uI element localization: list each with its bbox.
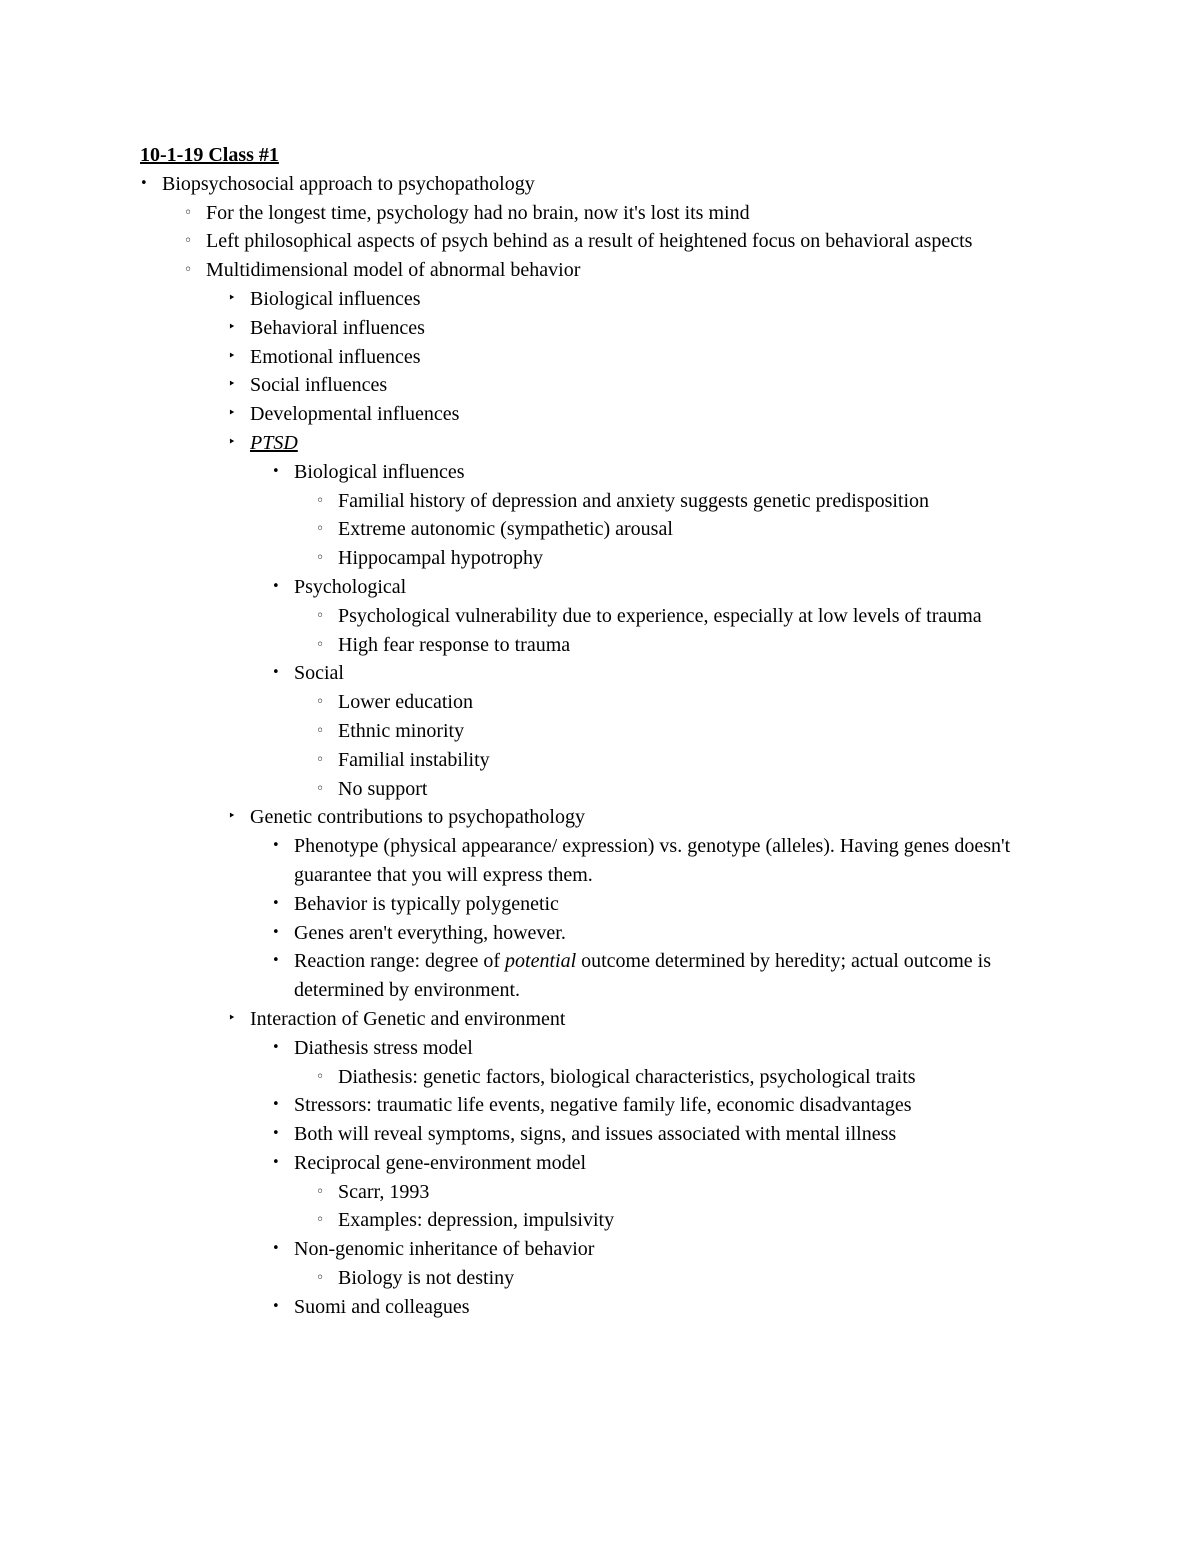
list-item-text: Non-genomic inheritance of behavior (294, 1238, 595, 1261)
list-item-text: Biological influences (294, 460, 465, 483)
nested-list (316, 602, 1068, 660)
list-item (228, 400, 1068, 429)
list-item-text: Extreme autonomic (sympathetic) arousal (338, 518, 673, 541)
list-item (228, 803, 1068, 832)
list-item (272, 919, 1068, 948)
list-item-text: Psychological (294, 575, 407, 598)
text-run: Reaction range: degree of (294, 950, 506, 973)
list-item-text: Behavior is typically polygenetic (294, 892, 559, 915)
list-item (228, 429, 1068, 458)
circle-icon: ◦ (316, 722, 325, 739)
triangle-icon: ‣ (228, 1010, 236, 1026)
list-item (228, 371, 1068, 400)
list-item (316, 631, 1068, 660)
circle-icon: ◦ (316, 1068, 325, 1085)
list-item (184, 256, 1068, 285)
list-item (316, 688, 1068, 717)
circle-icon: ◦ (316, 492, 325, 509)
list-item-text: Behavioral influences (250, 316, 425, 339)
list-item-text: Genetic contributions to psychopathology (250, 806, 585, 829)
bullet-icon: • (272, 463, 280, 479)
list-item (228, 343, 1068, 372)
bullet-icon: • (272, 1298, 280, 1314)
list-item-text: Ethnic minority (338, 719, 465, 742)
list-item-text: Both will reveal symptoms, signs, and issues associated with mental illness (294, 1123, 897, 1146)
notes-list (140, 170, 1068, 1322)
list-item-text: Lower education (338, 691, 473, 714)
list-item (272, 947, 1068, 1005)
bullet-icon: • (272, 1039, 280, 1055)
list-item (272, 890, 1068, 919)
list-item (272, 458, 1068, 487)
triangle-icon: ‣ (228, 434, 236, 450)
list-item (228, 1005, 1068, 1034)
list-item-text (294, 947, 1068, 1005)
triangle-icon: ‣ (228, 809, 236, 825)
list-item-text: Phenotype (physical appearance/ expression) vs. genotype (alleles). Having genes doesn't guarantee that you will express them. (294, 835, 1011, 886)
list-item (184, 227, 1068, 256)
list-item (316, 1264, 1068, 1293)
circle-icon: ◦ (316, 521, 325, 538)
circle-icon: ◦ (316, 751, 325, 768)
bullet-icon: • (272, 838, 280, 854)
bullet-icon: • (272, 953, 280, 969)
list-item-text: Examples: depression, impulsivity (338, 1209, 615, 1232)
list-item (272, 573, 1068, 602)
nested-list (316, 688, 1068, 803)
circle-icon: ◦ (316, 550, 325, 567)
list-item-text: No support (338, 777, 428, 800)
list-item (316, 602, 1068, 631)
triangle-icon: ‣ (228, 348, 236, 364)
circle-icon: ◦ (316, 1183, 325, 1200)
list-item (316, 717, 1068, 746)
list-item (272, 659, 1068, 688)
nested-list (316, 1063, 1068, 1092)
circle-icon: ◦ (316, 1212, 325, 1229)
bullet-icon: • (272, 924, 280, 940)
list-item-text: For the longest time, psychology had no brain, now it's lost its mind (206, 201, 750, 224)
circle-icon: ◦ (316, 636, 325, 653)
list-item-text: Social (294, 662, 344, 685)
list-item-text: Diathesis: genetic factors, biological characteristics, psychological traits (338, 1065, 916, 1088)
list-item (272, 1293, 1068, 1322)
text-run: potential (505, 950, 577, 973)
list-item-text: Stressors: traumatic life events, negative family life, economic disadvantages (294, 1094, 912, 1117)
list-item-text: Biological influences (250, 287, 421, 310)
list-item-text: Psychological vulnerability due to experience, especially at low levels of trauma (338, 604, 982, 627)
list-item (316, 1206, 1068, 1235)
list-item (272, 1149, 1068, 1178)
triangle-icon: ‣ (228, 290, 236, 306)
bullet-icon: • (272, 578, 280, 594)
list-item (272, 1091, 1068, 1120)
list-item-text: Multidimensional model of abnormal behavior (206, 259, 581, 282)
nested-list (316, 487, 1068, 573)
list-item-text: Scarr, 1993 (338, 1180, 430, 1203)
bullet-icon: • (272, 1097, 280, 1113)
list-item-text: Left philosophical aspects of psych behind as a result of heightened focus on behavioral aspects (206, 230, 973, 253)
circle-icon: ◦ (184, 233, 193, 250)
nested-list (272, 1034, 1068, 1322)
bullet-icon: • (272, 665, 280, 681)
list-item-text: High fear response to trauma (338, 633, 571, 656)
list-item-text (250, 429, 1068, 458)
list-item (316, 544, 1068, 573)
text-run: PTSD (250, 431, 298, 454)
nested-list (228, 285, 1068, 1322)
triangle-icon: ‣ (228, 377, 236, 393)
list-item-text: Hippocampal hypotrophy (338, 547, 543, 570)
list-item-text: Genes aren't everything, however. (294, 921, 566, 944)
circle-icon: ◦ (316, 780, 325, 797)
list-item (272, 832, 1068, 890)
list-item (184, 199, 1068, 228)
list-item-text: Familial instability (338, 748, 490, 771)
list-item-text: Biopsychosocial approach to psychopathology (162, 172, 535, 195)
list-item-text: Reciprocal gene-environment model (294, 1151, 587, 1174)
triangle-icon: ‣ (228, 406, 236, 422)
list-item-text: Familial history of depression and anxiety suggests genetic predisposition (338, 489, 930, 512)
page-title: 10-1-19 Class #1 (140, 144, 279, 166)
list-item (316, 1063, 1068, 1092)
circle-icon: ◦ (316, 694, 325, 711)
list-item (140, 170, 1068, 199)
list-item-text: Diathesis stress model (294, 1036, 473, 1059)
circle-icon: ◦ (184, 262, 193, 279)
list-item-text: Social influences (250, 374, 388, 397)
triangle-icon: ‣ (228, 319, 236, 335)
nested-list (184, 199, 1068, 1322)
nested-list (272, 832, 1068, 1005)
list-item (272, 1120, 1068, 1149)
list-item-text: Emotional influences (250, 345, 421, 368)
list-item-text: Interaction of Genetic and environment (250, 1007, 566, 1030)
bullet-icon: • (272, 1126, 280, 1142)
circle-icon: ◦ (184, 204, 193, 221)
nested-list (316, 1178, 1068, 1236)
bullet-icon: • (272, 1241, 280, 1257)
list-item-text: Biology is not destiny (338, 1267, 515, 1290)
list-item (228, 314, 1068, 343)
list-item (272, 1034, 1068, 1063)
text-run: outcome determined by heredity; actual outcome is determined by environment. (294, 950, 991, 1002)
nested-list (316, 1264, 1068, 1293)
bullet-icon: • (272, 895, 280, 911)
list-item (316, 487, 1068, 516)
list-item (316, 775, 1068, 804)
list-item (228, 285, 1068, 314)
circle-icon: ◦ (316, 607, 325, 624)
list-item (272, 1235, 1068, 1264)
list-item (316, 1178, 1068, 1207)
bullet-icon: • (140, 175, 148, 191)
circle-icon: ◦ (316, 1270, 325, 1287)
bullet-icon: • (272, 1154, 280, 1170)
list-item-text: Suomi and colleagues (294, 1295, 470, 1318)
list-item (316, 515, 1068, 544)
nested-list (272, 458, 1068, 804)
list-item (316, 746, 1068, 775)
list-item-text: Developmental influences (250, 403, 460, 426)
